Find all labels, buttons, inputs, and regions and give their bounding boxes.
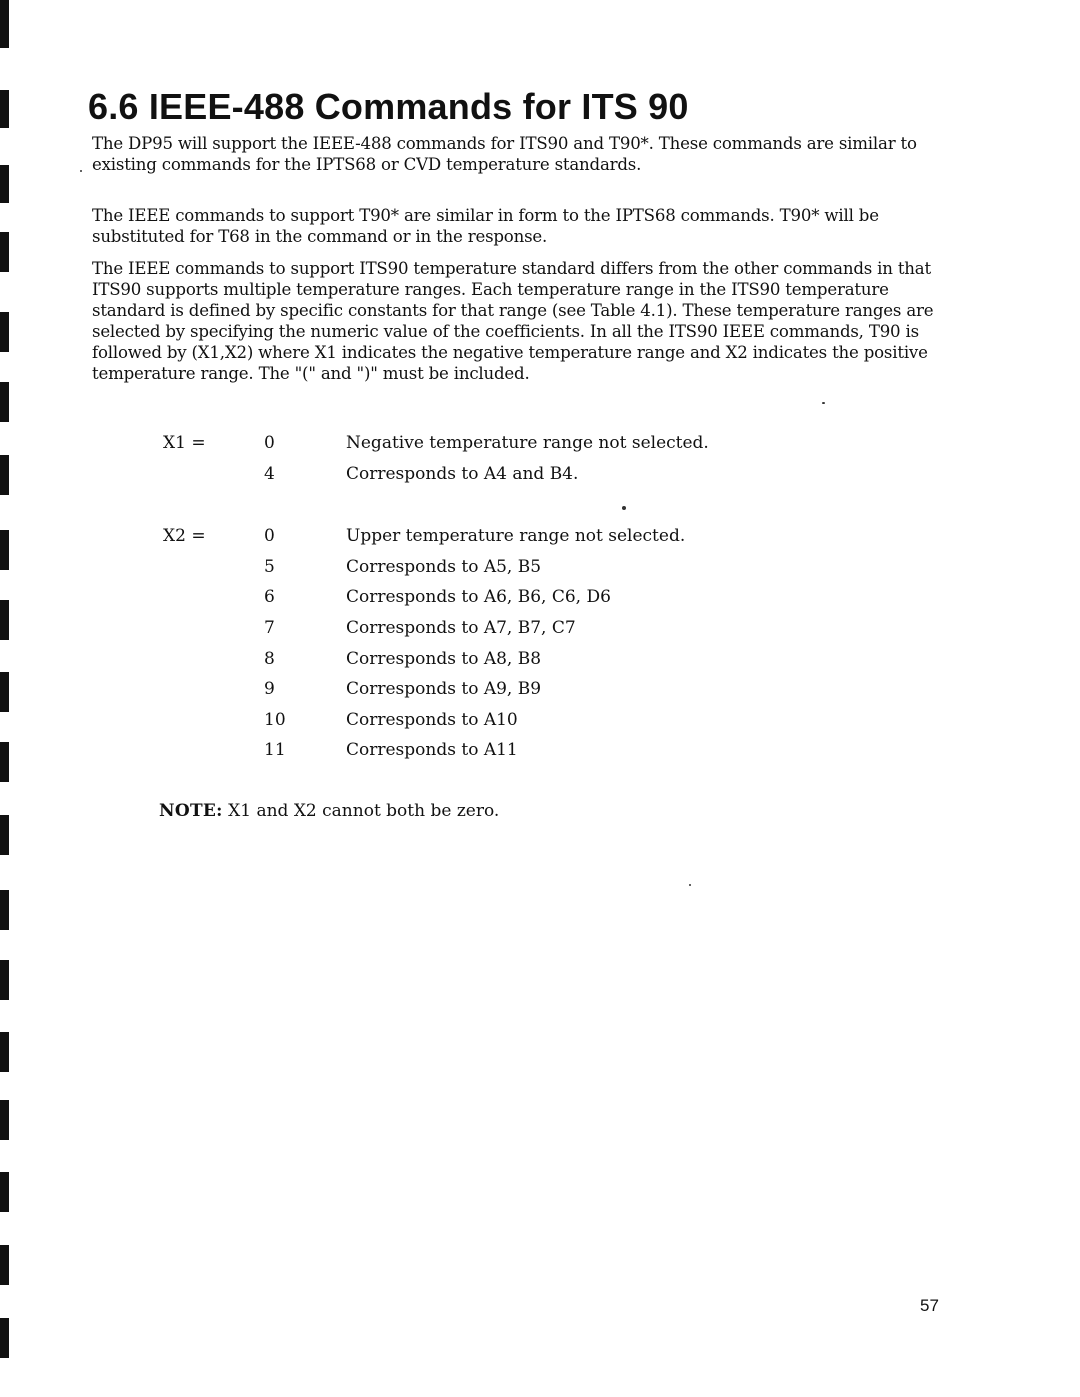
- x1-label: X1 =: [163, 433, 206, 453]
- scan-speck: [689, 884, 691, 886]
- scan-speck: [80, 170, 82, 172]
- x1-row: [0, 433, 1080, 457]
- x2-value: 10: [264, 710, 286, 730]
- x2-row: [0, 618, 1080, 642]
- scan-speck: [622, 506, 626, 510]
- x2-description: Corresponds to A8, B8: [346, 649, 542, 669]
- x2-value: 9: [264, 679, 275, 699]
- note: [159, 801, 499, 821]
- x2-row: [0, 710, 1080, 734]
- x2-row: [0, 526, 1080, 550]
- scan-speck: [822, 402, 825, 404]
- x2-description: Corresponds to A11: [346, 740, 518, 760]
- x2-row: [0, 740, 1080, 764]
- binder-mark: [0, 960, 9, 1000]
- x2-description: Corresponds to A5, B5: [346, 557, 542, 577]
- x2-value: 0: [264, 526, 275, 546]
- x1-row: [0, 464, 1080, 488]
- binder-mark: [0, 1172, 9, 1212]
- binder-mark: [0, 1245, 9, 1285]
- x2-row: [0, 649, 1080, 673]
- binder-mark: [0, 1032, 9, 1072]
- note-label: NOTE:: [159, 801, 223, 821]
- x1-description: Corresponds to A4 and B4.: [346, 464, 579, 484]
- x2-value: 7: [264, 618, 275, 638]
- binder-mark: [0, 1100, 9, 1140]
- x2-description: Corresponds to A10: [346, 710, 518, 730]
- binder-mark: [0, 165, 9, 203]
- x2-label: X2 =: [163, 526, 206, 546]
- x2-value: 11: [264, 740, 286, 760]
- binder-mark: [0, 382, 9, 422]
- intro-paragraph: The DP95 will support the IEEE-488 commands for ITS90 and T90*. These commands are similar to existing commands for the IPTS68 or CVD temperature standards.: [92, 134, 917, 174]
- binder-mark: [0, 815, 9, 855]
- binder-mark: [0, 90, 9, 128]
- x2-row: [0, 587, 1080, 611]
- note-text: X1 and X2 cannot both be zero.: [228, 801, 500, 821]
- binder-mark: [0, 312, 9, 352]
- x2-value: 5: [264, 557, 275, 577]
- x2-description: Corresponds to A6, B6, C6, D6: [346, 587, 611, 607]
- binder-mark: [0, 1318, 9, 1358]
- x2-row: [0, 679, 1080, 703]
- x1-value: 0: [264, 433, 275, 453]
- t90-paragraph: The IEEE commands to support T90* are similar in form to the IPTS68 commands. T90* will be substituted for T68 in the command or in the response.: [92, 206, 879, 246]
- x2-description: Corresponds to A9, B9: [346, 679, 542, 699]
- binder-mark: [0, 890, 9, 930]
- page-number: 57: [920, 1296, 939, 1315]
- x2-row: [0, 557, 1080, 581]
- x2-description: Corresponds to A7, B7, C7: [346, 618, 576, 638]
- x1-description: Negative temperature range not selected.: [346, 433, 709, 453]
- x2-value: 8: [264, 649, 275, 669]
- x1-value: 4: [264, 464, 275, 484]
- x2-value: 6: [264, 587, 275, 607]
- its90-paragraph: The IEEE commands to support ITS90 temperature standard differs from the other commands in that ITS90 supports multiple temperature ranges. Each temperature range in the ITS90 temperature standard is defined by specific constants for that range (see Table 4.1). These temperature ranges are selected by specifying the numeric value of the coefficients. In all the ITS90 IEEE commands, T90 is followed by (X1,X2) where X1 indicates the negative temperature range and X2 indicates the positive temperature range. The "(" and ")" must be included.: [92, 259, 934, 383]
- section-heading: 6.6 IEEE-488 Commands for ITS 90: [88, 86, 689, 127]
- binder-mark: [0, 232, 9, 272]
- binder-mark: [0, 0, 9, 48]
- x2-description: Upper temperature range not selected.: [346, 526, 686, 546]
